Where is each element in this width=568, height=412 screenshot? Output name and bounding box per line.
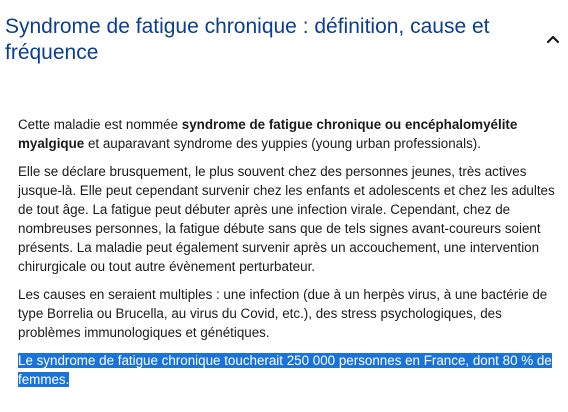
paragraph-onset: Elle se déclare brusquement, le plus souvent chez des personnes jeunes, très actives jusque-là. Elle peut cependant survenir chez les enfants et adolescents et chez les adultes de tout âge. La fatigue peut débuter après une infection virale. Cependant, chez de nombreuses personnes, la fatigue débute sans que de tels signes avant-coureurs soient présents. La maladie peut également survenir après un accouchement, une intervention chirurgicale ou tout autre évènement perturbateur.	[18, 164, 555, 274]
selected-text[interactable]: Le syndrome de fatigue chronique toucherait 250 000 personnes en France, dont 80 % de femmes.	[18, 353, 552, 387]
section-content	[18, 115, 563, 389]
chevron-up-icon[interactable]	[544, 32, 562, 46]
paragraph-frequency	[18, 351, 563, 389]
accordion-header[interactable]	[0, 0, 568, 80]
definition-bold-term: syndrome de fatigue chronique ou encéphalomyélite myalgique	[18, 117, 518, 151]
paragraph-causes: Les causes en seraient multiples : une infection (due à un herpès virus, à une bactérie de type Borrelia ou Brucella, au virus du Covid, etc.), des stress psychologiques, des problèmes immunologiques et génétiques.	[18, 287, 548, 340]
paragraph-definition	[18, 115, 563, 153]
definition-text-pre: Cette maladie est nommée	[18, 117, 182, 132]
section-title[interactable]: Syndrome de fatigue chronique : définition, cause et fréquence	[5, 15, 490, 64]
definition-text-post: et auparavant syndrome des yuppies (young urban professionals).	[84, 136, 481, 151]
